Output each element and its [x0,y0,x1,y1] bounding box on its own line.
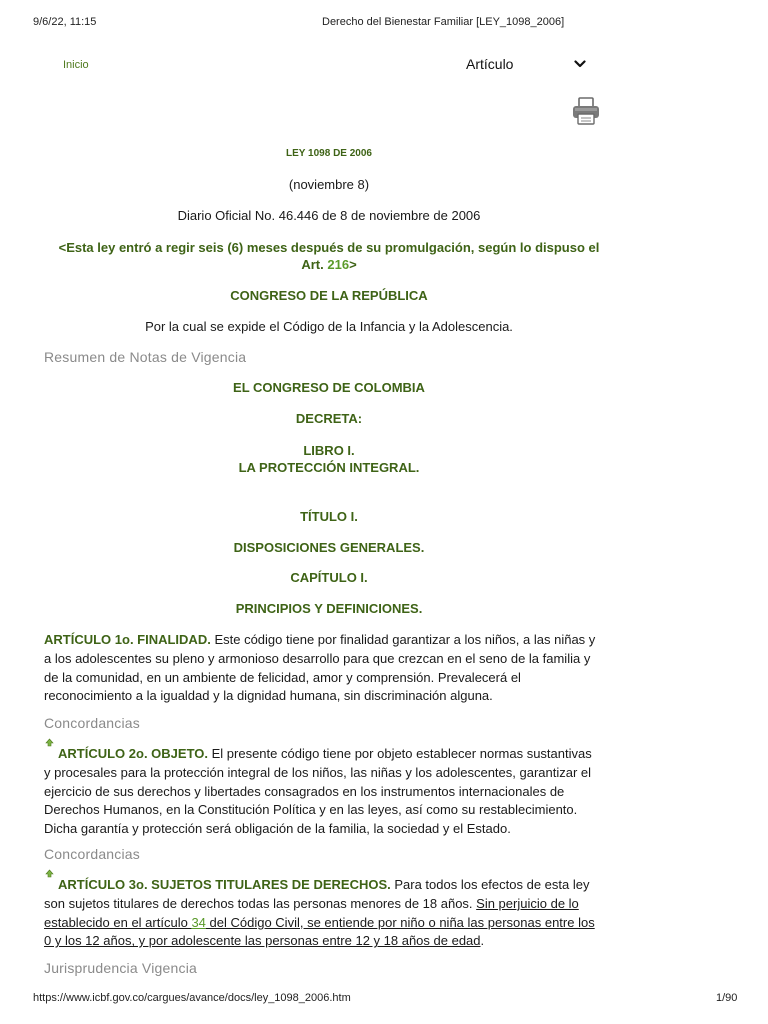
article-select[interactable] [460,54,590,74]
print-doc-title: Derecho del Bienestar Familiar [LEY_1098_2006] [322,16,565,28]
article-3: ARTÍCULO 3o. SUJETOS TITULARES DE DERECHOS. Para todos los efectos de esta ley son sujetos titulares de derechos todas las personas menores de 18 años. Sin perjuicio de lo establecido en el artículo 34 del Código Civil, se entiende por niño o niña las personas entre los 0 y los 12 años, y por adolescente las personas entre 12 y 18 años de edad. [44,877,595,949]
inicio-link[interactable]: Inicio [63,59,89,71]
vigencia-close: > [349,257,357,272]
article-3-lead: ARTÍCULO 3o. SUJETOS TITULARES DE DERECHOS. [58,877,391,892]
printer-icon[interactable] [571,96,601,126]
article-1: ARTÍCULO 1o. FINALIDAD. Este código tiene por finalidad garantizar a los niños, a las niñas y a los adolescentes su pleno y armonioso desarrollo para que crezcan en el seno de la familia y de la comunidad, en un ambiente de felicidad, amor y comprensión. Prevalecerá el reconocimiento a la igualdad y la dignidad humana, sin discriminación alguna. [44,632,596,704]
article-1-lead: ARTÍCULO 1o. FINALIDAD. [44,632,211,647]
capitulo-heading: CAPÍTULO I. [290,570,368,585]
up-arrow-icon[interactable] [45,865,54,874]
print-page-count: 1/90 [716,992,738,1004]
disposiciones-heading: DISPOSICIONES GENERALES. [233,540,425,555]
article-2: ARTÍCULO 2o. OBJETO. El presente código tiene por objeto establecer normas sustantivas y procesales para la protección integral de los niños, las niñas y los adolescentes, garantizar el ejercicio de sus derechos y libertades consagrados en los instrumentos internacionales de Derechos Humanos, en la Constitución Política y en las leyes, así como su restablecimiento. Dicha garantía y protección será obligación de la familia, la sociedad y el Estado. [44,746,592,837]
ley-date: (noviembre 8) [288,177,370,192]
congreso-heading: CONGRESO DE LA REPÚBLICA [230,288,428,303]
art-34-link[interactable]: 34 [191,914,206,930]
expide-line: Por la cual se expide el Código de la Infancia y la Adolescencia. [145,319,513,334]
el-congreso-heading: EL CONGRESO DE COLOMBIA [233,380,425,395]
chevron-down-icon [574,56,586,72]
vigencia-line1: <Esta ley entró a regir seis (6) meses después de su promulgación, según lo dispuso el [58,240,600,255]
print-url: https://www.icbf.gov.co/cargues/avance/docs/ley_1098_2006.htm [33,992,351,1004]
decreta-heading: DECRETA: [295,411,363,426]
art-216-link[interactable]: 216 [327,257,350,272]
libro-heading: LIBRO I. [303,443,355,458]
print-datetime: 9/6/22, 11:15 [33,16,97,28]
concordancias-toggle-1[interactable]: Concordancias [44,715,140,731]
titulo-heading: TÍTULO I. [300,509,358,524]
concordancias-toggle-2[interactable]: Concordancias [44,846,140,862]
resumen-vigencia-toggle[interactable]: Resumen de Notas de Vigencia [44,349,247,365]
up-arrow-icon[interactable] [45,734,54,743]
principios-heading: PRINCIPIOS Y DEFINICIONES. [235,601,423,616]
diario-oficial: Diario Oficial No. 46.446 de 8 de noviembre de 2006 [177,208,481,223]
ley-title: LEY 1098 DE 2006 [286,148,372,159]
vigencia-art: Art. [301,257,324,272]
proteccion-heading: LA PROTECCIÓN INTEGRAL. [238,460,420,475]
jurisprudencia-vigencia-toggle[interactable]: Jurisprudencia Vigencia [44,960,197,976]
article-2-lead: ARTÍCULO 2o. OBJETO. [58,746,208,761]
vigencia-note [40,239,618,273]
article-select-value: Artículo [466,56,514,72]
